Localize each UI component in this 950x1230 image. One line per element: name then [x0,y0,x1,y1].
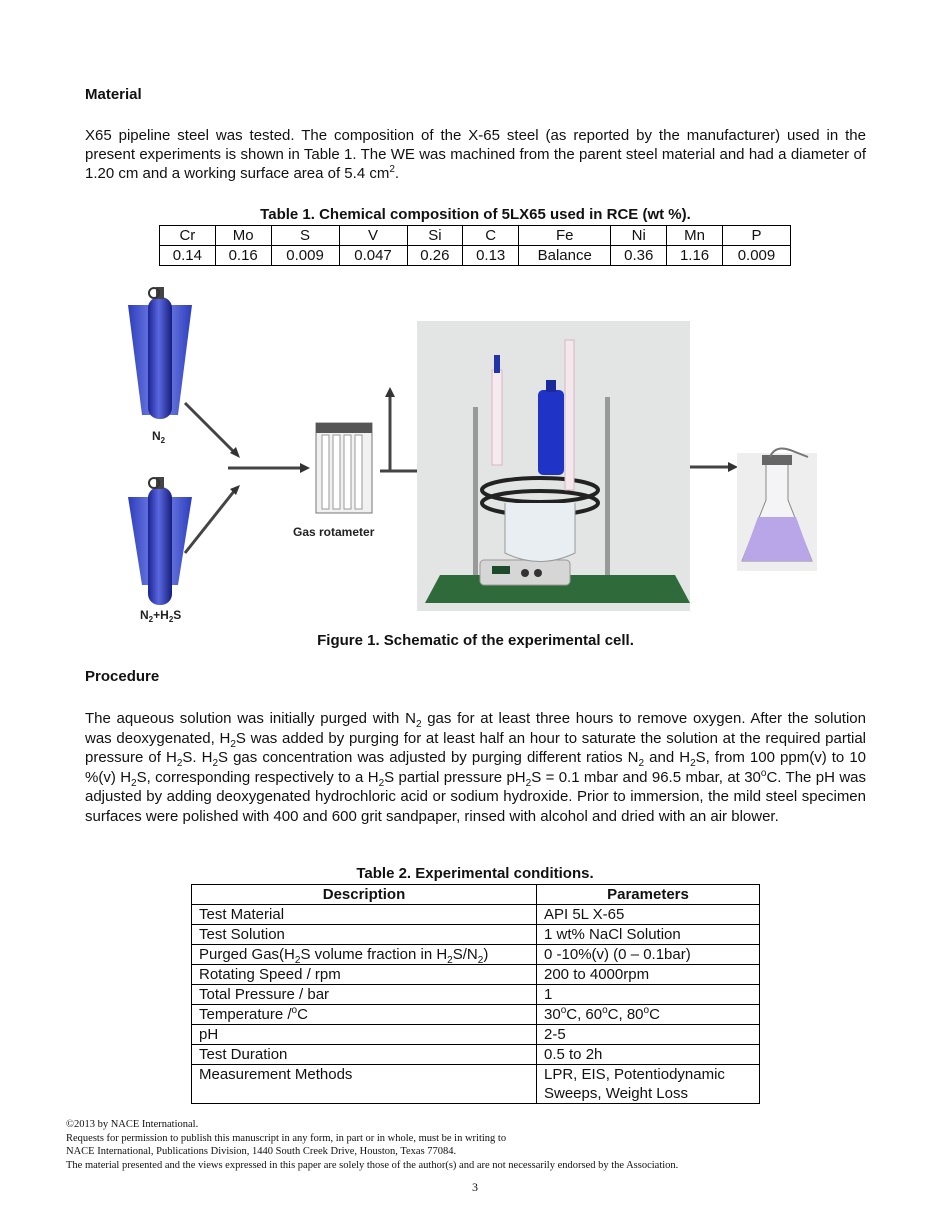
table2-caption: Table 2. Experimental conditions. [356,865,594,882]
experimental-cell-figure [110,285,840,630]
table1-value-cell: 1.16 [667,246,723,266]
table2-parameter-cell: 200 to 4000rpm [537,965,760,985]
table2-description-cell: Temperature /$^o$C [192,1005,537,1025]
footer-line: Requests for permission to publish this manuscript in any form, in part or in whole, must be in writing to [66,1132,507,1144]
table1-header-cell: P [722,226,790,246]
table1-value-cell: 0.13 [463,246,519,266]
table2-header-description: Description [192,885,537,905]
table-row [192,925,760,945]
table2-parameter-cell: 1 wt% NaCl Solution [537,925,760,945]
table2-parameter-cell: 2-5 [537,1025,760,1045]
material-text-end: . [394,165,400,182]
footer-line: ©2013 by NACE International. [66,1119,199,1130]
material-sup: 2 [389,164,395,175]
table1 [159,225,791,266]
footer-line: The material presented and the views expressed in this paper are solely those of the author(s) and are not necessarily endorsed by the Association. [66,1159,679,1171]
conical-flask-icon [737,449,817,571]
table1-value-cell: 0.36 [611,246,667,266]
table2-parameter-cell: 0 -10%(v) (0 – 0.1bar) [537,945,760,965]
table2-description-cell: Purged $Gas(H_2S$ volume fraction in $H_2S/N_2$) [192,945,537,965]
n2-gas-cylinder-icon [128,287,192,419]
table1-header-cell: Mn [667,226,723,246]
table2-description-cell: Rotating Speed / rpm [192,965,537,985]
table1-header-cell: V [339,226,407,246]
table2-parameter-cell: LPR, EIS, Potentiodynamic Sweeps, Weight Loss [537,1065,760,1104]
table1-value-cell: Balance [519,246,611,266]
table2-parameter-cell: 0.5 to 2h [537,1045,760,1065]
footer-line: NACE International, Publications Division, 1440 South Creek Drive, Houston, Texas 77084. [66,1146,457,1157]
table1-header-row [160,226,791,246]
table1-header-cell: Cr [160,226,216,246]
material-heading: Material [85,86,142,103]
experimental-cell-photo [417,321,690,611]
n2-h2s-label: $N_2+H_2S$ [140,608,182,624]
table2-description-cell: Test Duration [192,1045,537,1065]
table2-description-cell: Measurement Methods [192,1065,537,1104]
table2-parameter-cell: API 5L X-65 [537,905,760,925]
table1-header-cell: Mo [215,226,271,246]
table2-parameter-cell: 30$^o$C, 60$^o$C, 80$^o$C [537,1005,760,1025]
table2-description-cell: Total Pressure / bar [192,985,537,1005]
table2-header-row [192,885,760,905]
page-number: 3 [472,1180,478,1194]
table2-parameter-cell: 1 [537,985,760,1005]
table1-value-cell: 0.26 [407,246,463,266]
table-row [192,905,760,925]
table-row [192,1005,760,1025]
procedure-heading: Procedure [85,668,160,685]
table2-description-cell: Test Solution [192,925,537,945]
procedure-paragraph: The aqueous solution was initially purged with $N_2$ gas for at least three hours to remove oxygen. After the solution was deoxygenated, $H_2S$ was added by purging for at least half an hour to saturate the solution at the required partial pressure of $H_2S$. $H_2S$ gas concentration was adjusted by purging different ratios $N_2$ and $H_2S$, from 100 ppm(v) to 10 %(v) $H_2S$, corresponding respectively to a $H_2S$ partial pressure $pH_2S = 0.1$ mbar and 96.5 mbar, at 30$^o$C. The pH was adjusted by adding deoxygenated hydrochloric acid or sodium hydroxide. Prior to immersion, the mild steel specimen surfaces were polished with 400 and 600 grit sandpaper, rinsed with alcohol and dried with an air blower. [85,710,866,825]
n2-label: $N_2$ [152,429,166,445]
table-row [192,1025,760,1045]
figure1-caption: Figure 1. Schematic of the experimental cell. [317,632,634,649]
gas-rotameter-icon [316,423,372,513]
table1-header-cell: S [271,226,339,246]
table-row [192,965,760,985]
table-row [192,1065,760,1104]
table1-value-cell: 0.009 [722,246,790,266]
table1-value-cell: 0.14 [160,246,216,266]
table1-value-cell: 0.009 [271,246,339,266]
n2-h2s-gas-cylinder-icon [128,477,192,605]
table2 [191,884,760,1104]
copyright-footer [66,1118,896,1172]
gas-rotameter-label: Gas rotameter [293,525,375,539]
table1-value-cell: 0.16 [215,246,271,266]
material-paragraph [85,126,866,183]
table-row [192,945,760,965]
table2-description-cell: Test Material [192,905,537,925]
table2-description-cell: pH [192,1025,537,1045]
table-row [192,985,760,1005]
table1-caption: Table 1. Chemical composition of 5LX65 used in RCE (wt %). [260,206,691,223]
table1-header-cell: Ni [611,226,667,246]
table1-value-cell: 0.047 [339,246,407,266]
table1-header-cell: Fe [519,226,611,246]
table1-header-cell: C [463,226,519,246]
table1-value-row [160,246,791,266]
table1-header-cell: Si [407,226,463,246]
table2-header-parameters: Parameters [537,885,760,905]
material-text: X65 pipeline steel was tested. The composition of the X-65 steel (as reported by the manufacturer) used in the present experiments is shown in Table 1. The WE was machined from the parent steel material and had a diameter of 1.20 cm and a working surface area of 5.4 cm [85,127,866,182]
table-row [192,1045,760,1065]
